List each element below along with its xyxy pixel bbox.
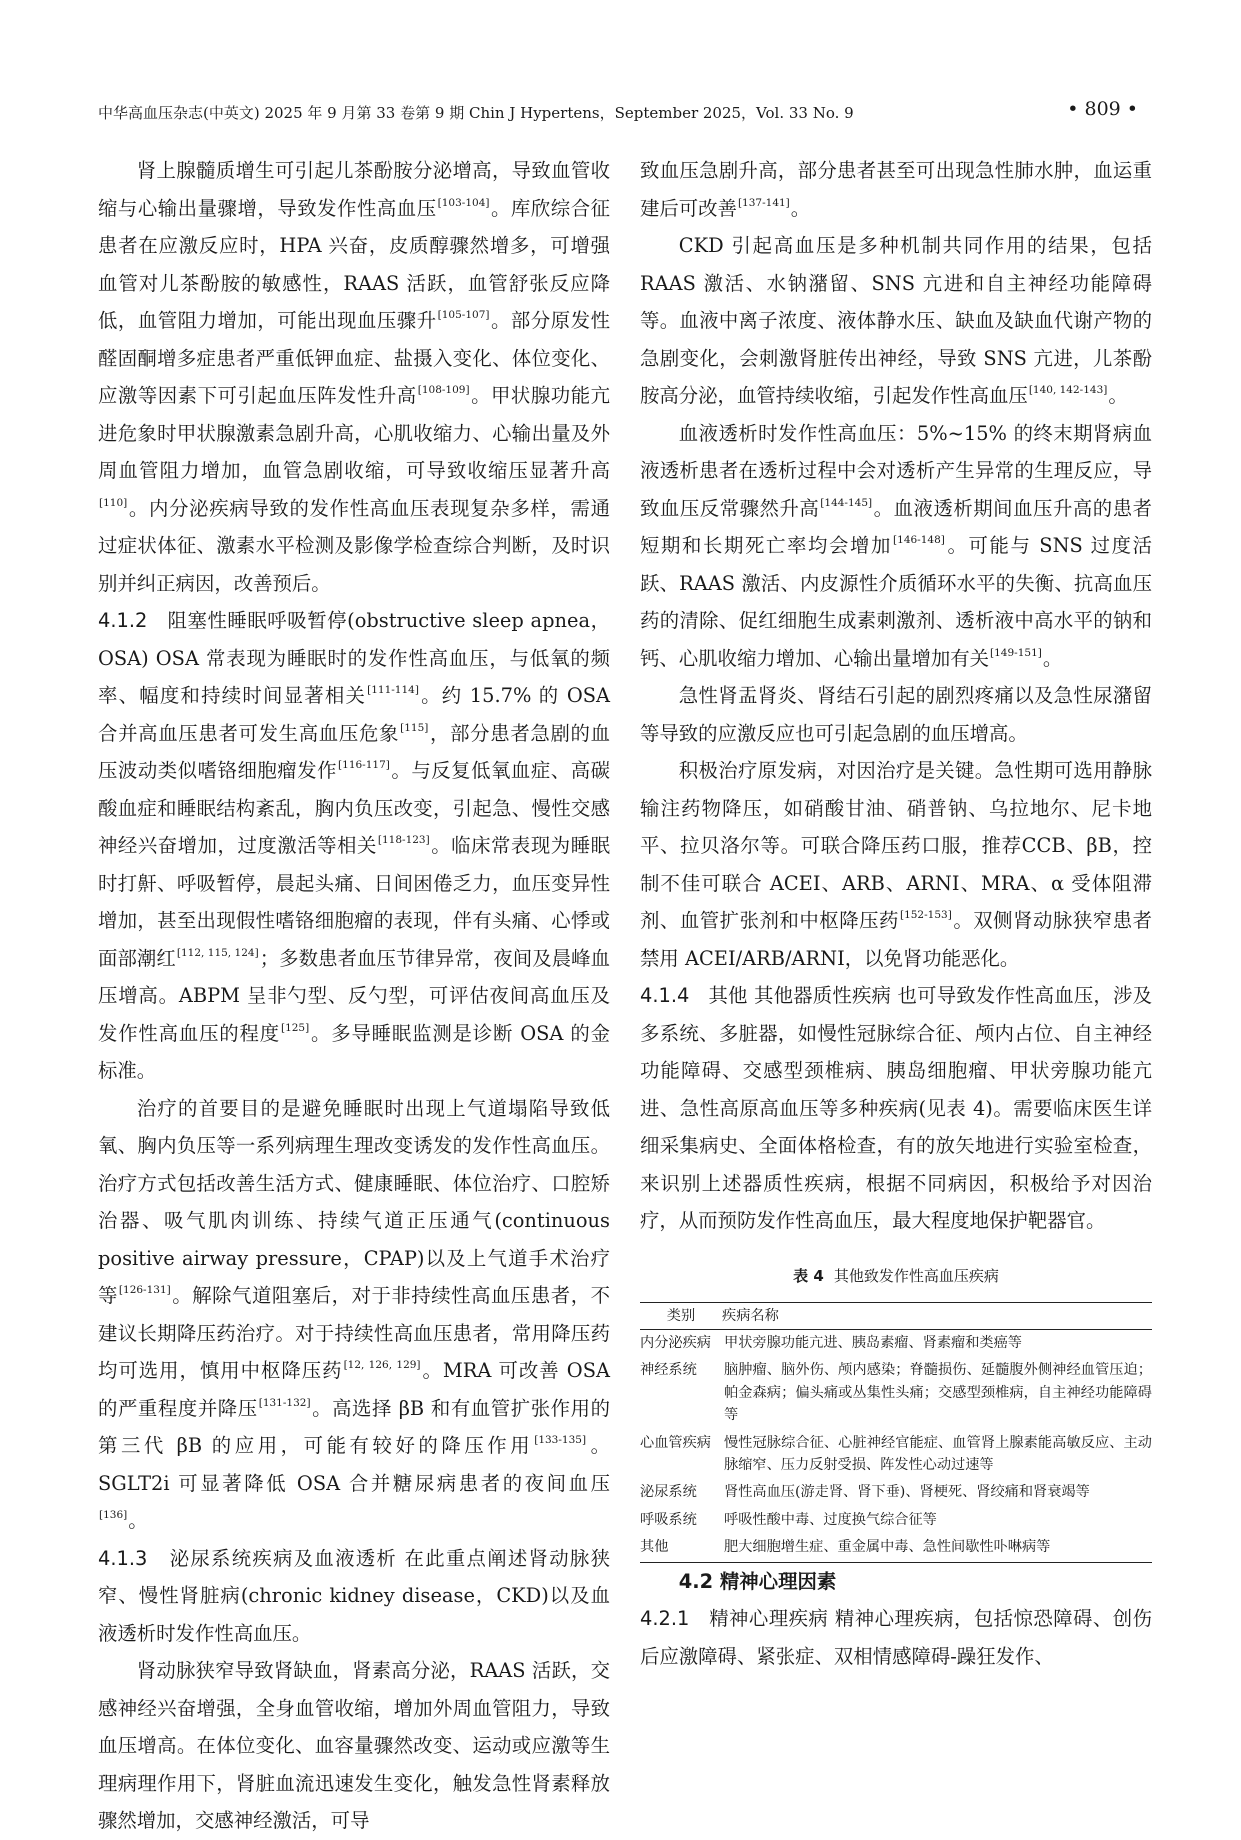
page-number: • 809 •	[1067, 98, 1138, 120]
table-label: 表 4	[793, 1266, 824, 1285]
paragraph: 治疗的首要目的是避免睡眠时出现上气道塌陷导致低氧、胸内负压等一系列病理生理改变诱发的发作性高血压。治疗方式包括改善生活方式、健康睡眠、体位治疗、口腔矫治器、吸气肌肉训练、持续气道正压通气(continuous positive airway pressure，CPAP)以及上气道手术治疗等[126-131]。解除气道阻塞后，对于非持续性高血压患者，不建议长期降压药治疗。对于持续性高血压患者，常用降压药均可选用，慎用中枢降压药[12, 126, 129]。MRA 可改善 OSA 的严重程度并降压[131-132]。高选择 βB 和有血管扩张作用的第三代 βB 的应用，可能有较好的降压作用[133-135]。SGLT2i 可显著降低 OSA 合并糖尿病患者的夜间血压[136]。	[98, 1096, 611, 1532]
paragraph: 肾上腺髓质增生可引起儿茶酚胺分泌增高，导致血管收缩与心输出量骤增，导致发作性高血压[103-104]。库欣综合征患者在应激反应时，HPA 兴奋，皮质醇骤然增多，可增强血管对儿茶酚胺的敏感性，RAAS 活跃，血管舒张反应降低，血管阻力增加，可能出现血压骤升[105-107]。部分原发性醛固酮增多症患者严重低钾血症、盐摄入变化、体位变化、应激等因素下可引起血压阵发性升高[108-109]。甲状腺功能亢进危象时甲状腺激素急剧升高，心肌收缩力、心输出量及外周血管阻力增加，血管急剧收缩，可导致收缩压显著升高[110]。内分泌疾病导致的发作性高血压表现复杂多样，需通过症状体征、激素水平检测及影像学检查综合判断，及时识别并纠正病因，改善预后。	[98, 159, 611, 595]
table-row: 其他 肥大细胞增生症、重金属中毒、急性间歇性卟啉病等	[640, 1534, 1152, 1562]
paragraph: 肾动脉狭窄导致肾缺血，肾素高分泌，RAAS 活跃，交感神经兴奋增强，全身血管收缩，增加外周血管阻力，导致血压增高。在体位变化、血容量骤然改变、运动或应激等生理病理作用下，肾脏血流迅速发生变化，触发急性肾素释放骤然增加，交感神经激活，可导	[98, 1659, 610, 1832]
left-column	[98, 152, 610, 1840]
table-title: 其他致发作性高血压疾病	[833, 1266, 999, 1285]
table-row: 内分泌疾病 甲状旁腺功能亢进、胰岛素瘤、肾素瘤和类癌等	[640, 1334, 1022, 1351]
subsection-4-2-1: 4.2.1 精神心理疾病 精神心理疾病，包括惊恐障碍、创伤后应激障碍、紧张症、双相情感障碍-躁狂发作、	[640, 1607, 1152, 1668]
paragraph: 致血压急剧升高，部分患者甚至可出现急性肺水肿，血运重建后可改善[137-141]。	[640, 159, 1152, 220]
subsection-4-1-4: 4.1.4 其他 其他器质性疾病 也可导致发作性高血压，涉及多系统、多脏器，如慢性冠脉综合征、颅内占位、自主神经功能障碍、交感型颈椎病、胰岛细胞瘤、甲状旁腺功能亢进、急性高原高血压等多种疾病(见表 4)。需要临床医生详细采集病史、全面体格检查，有的放矢地进行实验室检查，来识别上述器质性疾病，根据不同病因，积极给予对因治疗，从而预防发作性高血压，最大程度地保护靶器官。	[640, 984, 1153, 1232]
paragraph: CKD 引起高血压是多种机制共同作用的结果，包括 RAAS 激活、水钠潴留、SNS 亢进和自主神经功能障碍等。血液中离子浓度、液体静水压、缺血及缺血代谢产物的急剧变化，会刺激肾脏传出神经，导致 SNS 亢进，儿茶酚胺高分泌，血管持续收缩，引起发作性高血压[140, 142-143]。	[640, 234, 1152, 407]
right-column	[640, 152, 1152, 1675]
column-header-disease: 疾病名称	[722, 1307, 779, 1324]
paragraph: 急性肾盂肾炎、肾结石引起的剧烈疼痛以及急性尿潴留等导致的应激反应也可引起急剧的血压增高。	[640, 684, 1152, 745]
section-4-2-heading: 4.2 精神心理因素	[678, 1569, 837, 1593]
table-row: 泌尿系统 肾性高血压(游走肾、肾下垂)、肾梗死、肾绞痛和肾衰竭等	[640, 1484, 1090, 1501]
running-header	[98, 98, 1138, 126]
paragraph: 血液透析时发作性高血压：5%~15% 的终末期肾病血液透析患者在透析过程中会对透析产生异常的生理反应，导致血压反常骤然升高[144-145]。血液透析期间血压升高的患者短期和长期死亡率均会增加[146-148]。可能与 SNS 过度活跃、RAAS 激活、内皮源性介质循环水平的失衡、抗高血压药的清除、促红细胞生成素刺激剂、透析液中高水平的钠和钙、心肌收缩力增加、心输出量增加有关[149-151]。	[640, 421, 1153, 670]
paragraph: 积极治疗原发病，对因治疗是关键。急性期可选用静脉输注药物降压，如硝酸甘油、硝普钠、乌拉地尔、尼卡地平、拉贝洛尔等。可联合降压药口服，推荐CCB、βB，控制不佳可联合 ACEI、ARB、ARNI、MRA、α 受体阻滞剂、血管扩张剂和中枢降压药[152-153]。双侧肾动脉狭窄患者禁用 ACEI/ARB/ARNI，以免肾功能恶化。	[640, 759, 1153, 970]
subsection-4-1-2: 4.1.2 阻塞性睡眠呼吸暂停(obstructive sleep apnea，OSA) OSA 常表现为睡眠时的发作性高血压，与低氧的频率、幅度和持续时间显著相关[111-114]。约 15.7% 的 OSA 合并高血压患者可发生高血压危象[115]，部分患者急剧的血压波动类似嗜铬细胞瘤发作[116-117]。与反复低氧血症、高碳酸血症和睡眠结构紊乱，胸内负压改变，引起急、慢性交感神经兴奋增加，过度激活等相关[118-123]。临床常表现为睡眠时打鼾、呼吸暂停，晨起头痛、日间困倦乏力，血压变异性增加，甚至出现假性嗜铬细胞瘤的表现，伴有头痛、心悸或面部潮红[112, 115, 124]；多数患者血压节律异常，夜间及晨峰血压增高。ABPM 呈非勺型、反勺型，可评估夜间高血压及发作性高血压的程度[125]。多导睡眠监测是诊断 OSA 的金标准。	[98, 609, 611, 1082]
table-4	[640, 1302, 1152, 1563]
column-header-category: 类别	[666, 1307, 696, 1324]
subsection-4-1-3: 4.1.3 泌尿系统疾病及血液透析 在此重点阐述肾动脉狭窄、慢性肾脏病(chronic kidney disease，CKD)以及血液透析时发作性高血压。	[98, 1546, 610, 1645]
journal-info: 中华高血压杂志(中英文) 2025 年 9 月第 33 卷第 9 期 Chin J Hypertens，September 2025，Vol. 33 No. 9	[98, 104, 854, 122]
table-header-row	[640, 1302, 1152, 1329]
table-row: 呼吸系统 呼吸性酸中毒、过度换气综合征等	[640, 1511, 937, 1528]
table-row: 心血管疾病 慢性冠脉综合征、心脏神经官能症、血管肾上腺素能高敏反应、主动脉缩窄、压力反射受损、阵发性心动过速等	[640, 1434, 1152, 1473]
table-row: 神经系统 脑肿瘤、脑外伤、颅内感染；脊髓损伤、延髓腹外侧神经血管压迫；帕金森病；偏头痛或丛集性头痛；交感型颈椎病，自主神经功能障碍等	[640, 1362, 1152, 1424]
table-caption	[640, 1266, 1152, 1286]
